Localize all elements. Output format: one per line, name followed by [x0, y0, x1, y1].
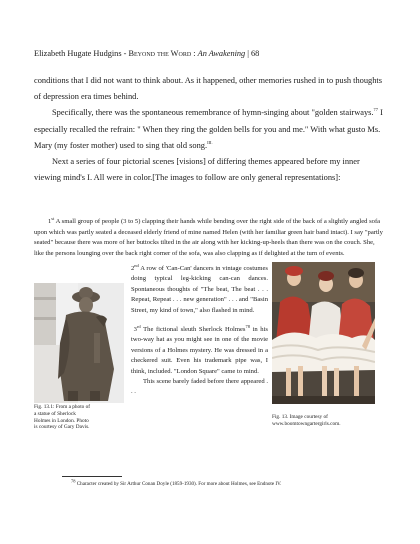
vision-item-3-continuation: This scene barely faded before there appeared . . .: [131, 378, 268, 396]
vision-item-1: [34, 217, 386, 259]
page-number: 68: [251, 49, 260, 58]
footnote-ref-77[interactable]: 77: [373, 107, 379, 113]
footnote-ref-78[interactable]: 78: [245, 323, 250, 329]
item-3-text-a: The fictional sleuth Sherlock Holmes: [140, 326, 246, 334]
header-bar: |: [245, 49, 252, 58]
caption-line: a statue of Sherlock: [34, 410, 76, 417]
dancers-image: [272, 262, 375, 404]
endnote-ref-iii[interactable]: III.: [207, 140, 213, 146]
item-3-ordinal: rd: [136, 323, 141, 329]
footnote-78: [71, 478, 401, 487]
caption-line: Holmes in London. Photo: [34, 417, 89, 424]
header-subtitle: An Awakening: [197, 49, 246, 58]
item-2-text: A row of 'Can-Can' dancers in vintage costumes doing typical leg-kicking can-can dances. Spontaneous thoughts of "The beat, The beat . . . Repeat, Repeat . . . new generation" . . . and "Basin Street, my kind of town," also flashed in mind.: [131, 265, 268, 314]
footnote-number: 78: [71, 478, 76, 484]
running-header: [34, 49, 394, 58]
paragraph-1: conditions that I did not want to think about. As it happened, other memories rushed in to push thoughts of depression era times behind.: [34, 76, 382, 102]
item-2-number: 2: [131, 265, 135, 272]
body-text: [34, 73, 386, 186]
paragraph-3: Next a series of four pictorial scenes [visions] of differing themes appeared before my inner viewing mind's I. All were in color.[The images to follow are only general representations]:: [34, 157, 360, 183]
item-1-ordinal: st: [51, 215, 55, 221]
fig-13-1-caption: [34, 404, 124, 431]
item-1-number: 1: [48, 218, 52, 225]
fig-13-caption: [272, 414, 375, 428]
item-3-text-b: in his two-way hat as you might see in one of the movie versions of a Holmes mystery. He was dressed in a checkered suit. Even his trademark pipe was, I think, included. "London Square" came to mind.: [131, 326, 268, 375]
vision-items-2-3: [131, 264, 268, 398]
can-can-dancers-image: [272, 262, 375, 404]
header-book-title: Beyond the Word: [128, 49, 192, 58]
statue-image: [34, 283, 124, 403]
item-2-ordinal: nd: [134, 262, 139, 268]
paragraph-2-text-a: Specifically, there was the spontaneous remembrance of hymn-singing about "golden stairways.: [52, 108, 374, 118]
vision-item-3: [131, 325, 268, 377]
caption-line: is courtesy of Gary Davis.: [34, 424, 90, 431]
item-1-text: A small group of people (3 to 5) clapping their hands while bending over the right side of the back of a slightly angled sofa upon which was partly seated a deceased elderly friend of mine named Helen (with her familiar green hair band intact). I say "partly seated" because there was more of her buttocks tilted in the air along with her kicking-up-heels than there was on the couch. She, like the persons lounging over the back right corner of the sofa, was also clapping as if delighted at the turn of events.: [34, 218, 383, 257]
header-separator: :: [191, 49, 198, 58]
caption-line: www.boomtowngartergirls.com.: [272, 420, 341, 427]
item-3-number: 3: [133, 326, 137, 334]
caption-line: Fig. 13.1: From a photo of: [34, 404, 91, 410]
footnote-divider: [62, 476, 122, 477]
header-author: Elizabeth Hugate Hudgins -: [34, 49, 129, 58]
footnote-text: Character created by Sir Arthur Conan Doyle (1859-1930). For more about Holmes, see Endnote IV.: [75, 481, 282, 487]
caption-line: Fig. 13. Image courtesy of: [272, 414, 328, 420]
paragraph-2-text-b: I especially recalled the refrain: " When they ring the golden bells for you and me." With what gusto Ms. Mary (my foster mother) used to sing that old song.: [34, 108, 383, 150]
vision-item-2: [131, 264, 268, 316]
paragraph-2: [34, 105, 386, 154]
sherlock-statue-photo: [34, 283, 124, 403]
